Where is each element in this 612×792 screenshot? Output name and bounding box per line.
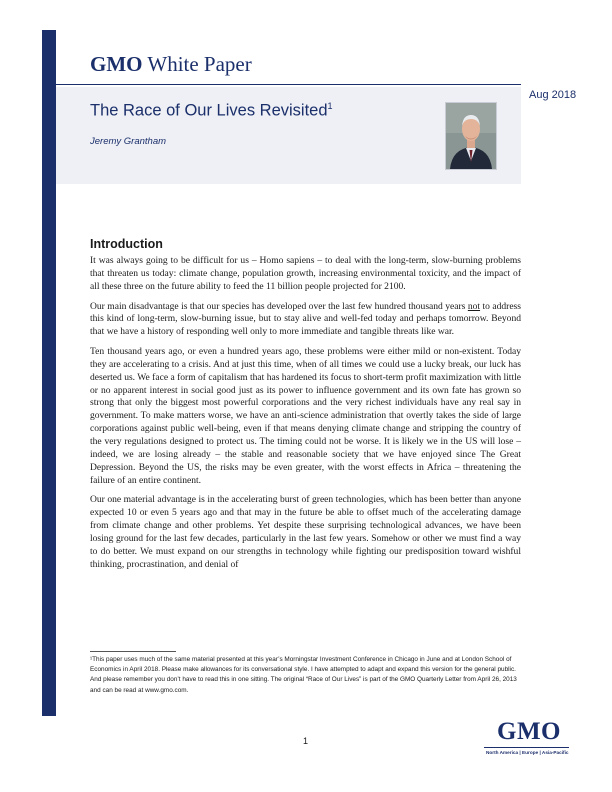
paragraph-2-start: Our main disadvantage is that our species has developed over the last few hundred thousand years: [90, 300, 468, 312]
page-number: 1: [303, 736, 309, 746]
emphasized-word: not: [467, 300, 481, 312]
footnote-text: ¹This paper uses much of the same material presented at this year’s Morningstar Investment Conference in Chicago in June and at London School of Economics in April 2018. Please make allowances for its conversational style. I have attempted to adapt and expand this version for the general public. And please remember you don’t have to read this in one sitting. The original “Race of Our Lives” is part of the GMO Quarterly Letter from April 26, 2013 and can be read at www.gmo.com.: [90, 656, 517, 694]
paragraph-3: Ten thousand years ago, or even a hundred years ago, these problems were either mild or non-existent. Today they are accelerating to a crisis. And at just this time, when of all times we could use a lucky break, our luck has deserted us. We face a form of capitalism that has hardened its focus to short-term profit maximization with little or no apparent interest in social good just as its power to influence government and its own fate has grown so strong that only the biggest most powerful corporations and the very richest individuals have any real say in government. To make matters worse, we have an anti-science administration that overtly takes the side of large corporations against public well-being, even if that means denying climate change and stripping the country of the very regulations designed to protect us. The timing could not be worse. It is likely we in the US will lose – indeed, we are losing already – the stable and reasonable society that we have enjoyed since The Great Depression. Beyond the US, the risks may be even greater, with the worst effects in Africa – threatening the failure of an entire continent.: [90, 346, 521, 486]
left-accent-bar: [42, 30, 56, 716]
paragraph-4: Our one material advantage is in the accelerating burst of green technologies, which has been better than anyone expected 10 or even 5 years ago and that may in the future be able to offset much of the accelerating damage from climate change and other problems. Yet despite these surprising technological advances, we have been losing ground for the last few decades, particularly in the last few years. Somehow or other we must find a way to do better. We must expand on our strengths in technology while fighting our predisposition toward wishful thinking, procrastination, and denial of: [90, 494, 521, 570]
logo-regions: North America | Europe | Asia-Pacific: [486, 750, 569, 755]
paragraph-1: It was always going to be difficult for us – Homo sapiens – to deal with the long-term, slow-burning problems that threaten us today: climate change, population growth, increasing environmental toxicity, and the impact of all these three on the future ability to feed the 11 billion people projected for 2100.: [90, 255, 521, 292]
footnote-divider: [90, 651, 176, 652]
footnote-ref: 1: [327, 101, 333, 111]
publication-date: Aug 2018: [529, 89, 577, 101]
author-photo: [445, 102, 497, 170]
brand-title: [90, 52, 252, 77]
logo-divider: [484, 747, 569, 748]
body-text: [90, 255, 521, 578]
paragraph-2: [90, 301, 521, 340]
portrait-illustration: [446, 103, 496, 169]
brand-rest: White Paper: [147, 52, 252, 76]
gmo-logo: GMO: [497, 718, 561, 745]
section-heading: Introduction: [90, 237, 163, 251]
document-title: [90, 101, 333, 121]
brand-bold: GMO: [90, 52, 143, 76]
paragraph-2-end: to address this kind of long-term, slow-burning issue, but to stay alive and well-fed today and perhaps tomorrow. Beyond that we have a history of responding well only to more immediate and tangible threats like war.: [90, 300, 521, 338]
author-name: Jeremy Grantham: [90, 136, 167, 147]
header-rule: [56, 84, 521, 85]
document-title-text: The Race of Our Lives Revisited: [90, 101, 328, 120]
